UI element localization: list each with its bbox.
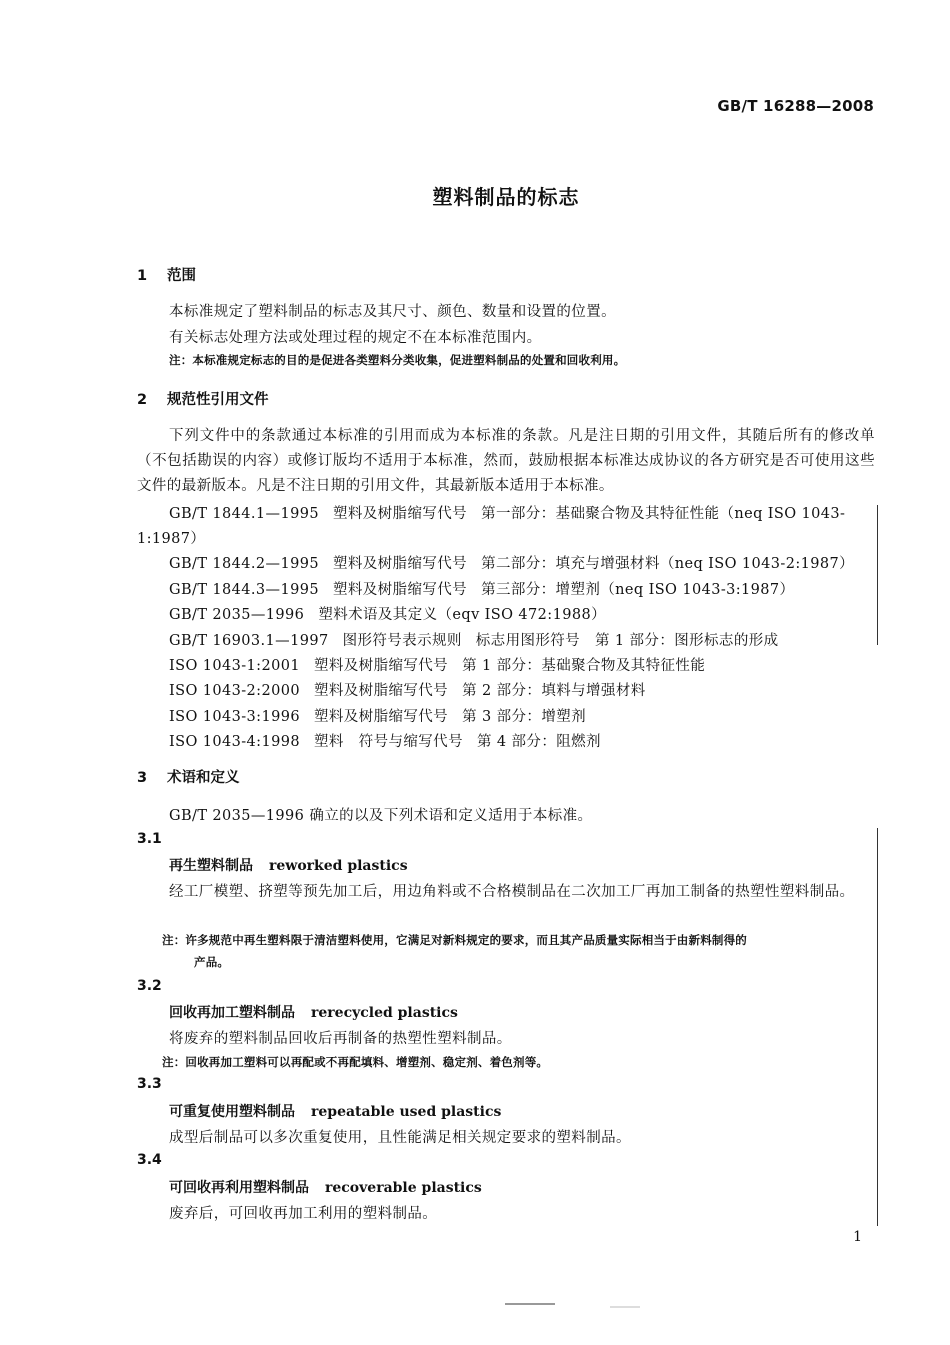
term-en: repeatable used plastics <box>311 1104 502 1120</box>
term-zh: 再生塑料制品 <box>169 858 253 874</box>
revision-bar <box>877 505 878 645</box>
document-title: 塑料制品的标志 <box>432 185 580 209</box>
term-definition: 经工厂模塑、挤塑等预先加工后，用边角料或不合格模制品在二次加工厂再加工制备的热塑性塑料制品。 <box>169 884 855 900</box>
reference-code: ISO 1043-3:1996 <box>169 709 300 725</box>
section-1-line-2: 有关标志处理方法或处理过程的规定不在本标准范围内。 <box>169 330 542 346</box>
term-en: reworked plastics <box>269 858 408 874</box>
term-zh: 可回收再利用塑料制品 <box>169 1180 309 1196</box>
reference-part: 第 3 部分：增塑剂 <box>462 709 587 725</box>
term-number: 3.1 <box>137 831 162 847</box>
reference-name: 图形符号表示规则 <box>342 633 462 649</box>
reference-item <box>169 679 646 700</box>
reference-code: GB/T 1844.1—1995 <box>169 506 319 522</box>
term-number: 3.2 <box>137 978 162 994</box>
reference-name: 塑料术语及其定义（eqv ISO 472:1988） <box>318 607 606 623</box>
section-1-title: 范围 <box>167 268 196 284</box>
term-zh: 可重复使用塑料制品 <box>169 1104 295 1120</box>
reference-part: 第 4 部分：阻燃剂 <box>476 734 601 750</box>
reference-item <box>169 654 705 675</box>
reference-item <box>169 705 586 726</box>
term-en: rerecycled plastics <box>311 1005 458 1021</box>
term-definition: 将废弃的塑料制品回收后再制备的热塑性塑料制品。 <box>169 1031 512 1047</box>
standard-number: GB/T 16288—2008 <box>717 97 874 115</box>
section-1-line-1: 本标准规定了塑料制品的标志及其尺寸、颜色、数量和设置的位置。 <box>169 304 616 320</box>
section-1-heading <box>137 264 196 285</box>
reference-name: 塑料 符号与缩写代号 <box>313 734 463 750</box>
reference-part: 第一部分：基础聚合物及其特征性能（neq ISO 1043- <box>481 506 846 522</box>
reference-name: 塑料及树脂缩写代号 <box>313 683 449 699</box>
term-note-continuation: 产品。 <box>194 955 230 969</box>
term-heading <box>169 1101 501 1121</box>
section-2-title: 规范性引用文件 <box>167 392 269 408</box>
reference-item <box>169 552 854 573</box>
reference-name: 塑料及树脂缩写代号 <box>313 658 449 674</box>
term-definition: 废弃后，可回收再加工利用的塑料制品。 <box>169 1206 438 1222</box>
reference-part: 第 1 部分：基础聚合物及其特征性能 <box>462 658 706 674</box>
section-1-number: 1 <box>137 268 148 284</box>
section-3-heading <box>137 766 240 787</box>
reference-name: 塑料及树脂缩写代号 <box>332 506 468 522</box>
reference-name: 塑料及树脂缩写代号 <box>332 582 468 598</box>
section-3-title: 术语和定义 <box>167 770 240 786</box>
section-3-intro: GB/T 2035—1996 确立的以及下列术语和定义适用于本标准。 <box>169 808 593 824</box>
term-heading <box>169 855 408 875</box>
reference-code: GB/T 16903.1—1997 <box>169 633 329 649</box>
reference-item <box>169 730 601 751</box>
section-3-number: 3 <box>137 770 148 786</box>
reference-code: GB/T 1844.3—1995 <box>169 582 319 598</box>
term-en: recoverable plastics <box>325 1180 482 1196</box>
scan-noise <box>505 1303 555 1305</box>
reference-item <box>169 603 606 624</box>
reference-item <box>169 578 794 599</box>
term-number: 3.3 <box>137 1076 162 1092</box>
reference-name: 塑料及树脂缩写代号 <box>332 556 468 572</box>
term-heading <box>169 1002 458 1022</box>
section-2-intro: 下列文件中的条款通过本标准的引用而成为本标准的条款。凡是注日期的引用文件，其随后所有的修改单（不包括勘误的内容）或修订版均不适用于本标准，然而，鼓励根据本标准达成协议的各方研究是否可使用这些文件的最新版本。凡是不注日期的引用文件，其最新版本适用于本标准。 <box>137 428 875 494</box>
page-number: 1 <box>853 1229 862 1245</box>
reference-part: 第三部分：增塑剂（neq ISO 1043-3:1987） <box>481 582 795 598</box>
term-zh: 回收再加工塑料制品 <box>169 1005 295 1021</box>
revision-bar <box>877 828 878 1226</box>
term-definition: 成型后制品可以多次重复使用，且性能满足相关规定要求的塑料制品。 <box>169 1130 631 1146</box>
reference-continuation: 1:1987） <box>137 531 206 547</box>
reference-item <box>169 629 779 650</box>
section-2-number: 2 <box>137 392 148 408</box>
section-1-note: 注：本标准规定标志的目的是促进各类塑料分类收集，促进塑料制品的处置和回收利用。 <box>169 353 626 367</box>
reference-part: 标志用图形符号 第 1 部分：图形标志的形成 <box>475 633 779 649</box>
term-number: 3.4 <box>137 1152 162 1168</box>
reference-part: 第二部分：填充与增强材料（neq ISO 1043-2:1987） <box>481 556 855 572</box>
reference-code: GB/T 1844.2—1995 <box>169 556 319 572</box>
reference-code: ISO 1043-4:1998 <box>169 734 300 750</box>
reference-name: 塑料及树脂缩写代号 <box>313 709 449 725</box>
term-note: 注：许多规范中再生塑料限于清洁塑料使用，它满足对新料规定的要求，而且其产品质量实际相当于由新料制得的 <box>162 933 747 947</box>
term-heading <box>169 1177 482 1197</box>
reference-part: 第 2 部分：填料与增强材料 <box>462 683 646 699</box>
reference-code: ISO 1043-2:2000 <box>169 683 300 699</box>
reference-code: GB/T 2035—1996 <box>169 607 305 623</box>
term-note: 注：回收再加工塑料可以再配或不再配填料、增塑剂、稳定剂、着色剂等。 <box>162 1055 549 1069</box>
scan-noise <box>610 1306 640 1308</box>
reference-item <box>169 502 845 523</box>
section-2-heading <box>137 388 269 409</box>
reference-code: ISO 1043-1:2001 <box>169 658 300 674</box>
